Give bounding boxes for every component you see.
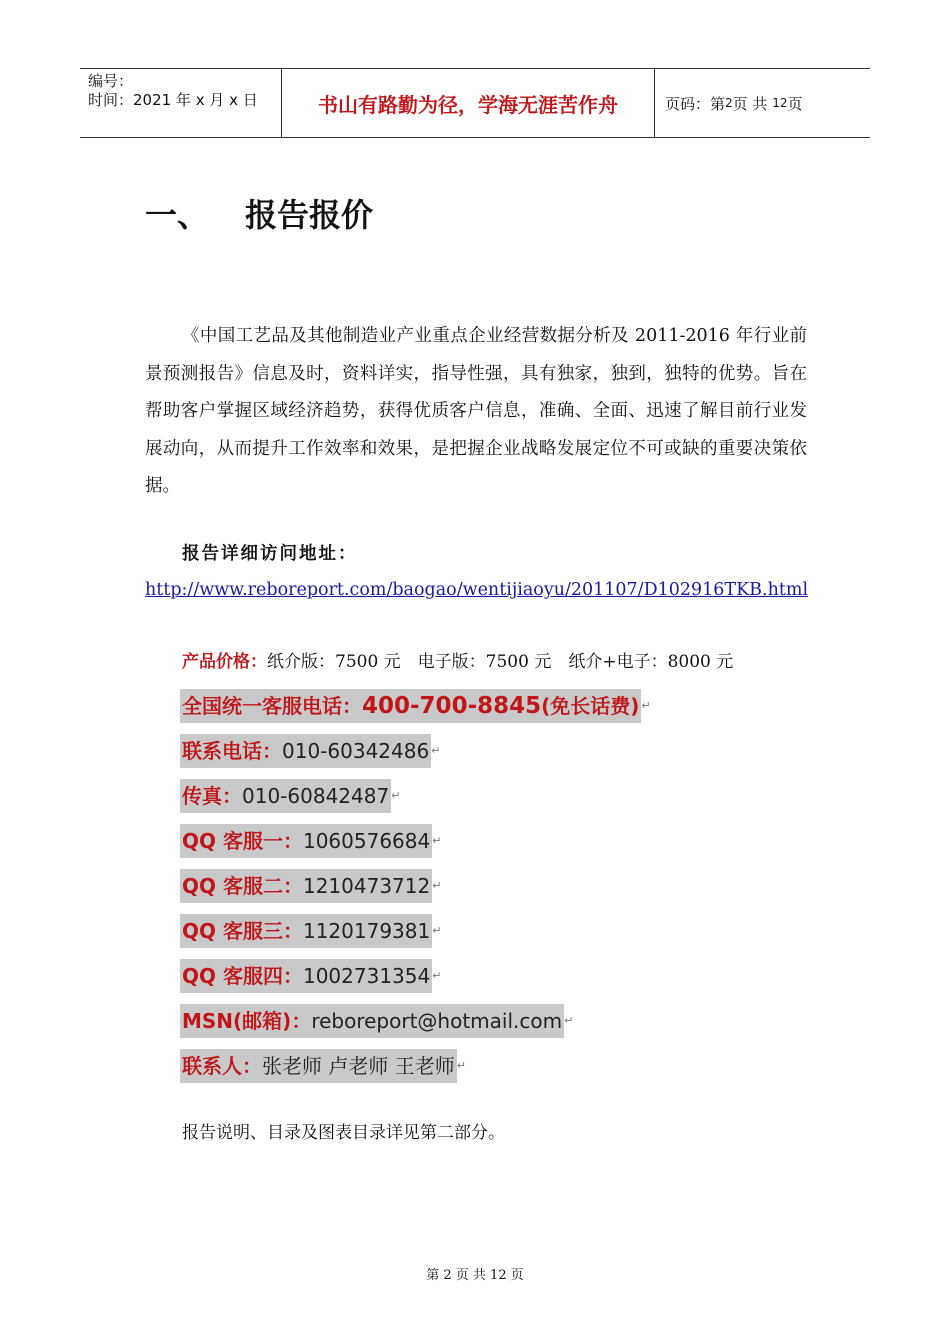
contact-value: 010-60342486 bbox=[282, 738, 430, 763]
section-heading bbox=[145, 190, 373, 236]
paragraph-mark-icon: ↵ bbox=[391, 789, 401, 802]
number-label: 编号： bbox=[88, 72, 134, 90]
contact-row bbox=[180, 1043, 651, 1088]
contact-row bbox=[180, 818, 651, 863]
contact-key: QQ 客服四： bbox=[182, 963, 303, 988]
paragraph-mark-icon: ↵ bbox=[456, 1059, 466, 1072]
price-text: 纸介版：7500 元 电子版：7500 元 纸介+电子：8000 元 bbox=[267, 652, 734, 672]
header-page-info bbox=[655, 69, 870, 137]
contact-row bbox=[180, 728, 651, 773]
contact-row bbox=[180, 908, 651, 953]
paragraph-mark-icon: ↵ bbox=[432, 834, 442, 847]
contact-row bbox=[180, 773, 651, 818]
contact-value: 张老师 卢老师 王老师 bbox=[262, 1053, 455, 1078]
price-label: 产品价格： bbox=[182, 652, 267, 672]
contact-value: 400-700-8845 bbox=[362, 692, 542, 719]
page-mid: 页 共 bbox=[732, 94, 768, 113]
contact-value: 1210473712 bbox=[302, 873, 431, 898]
contact-value: 1060576684 bbox=[302, 828, 431, 853]
contact-key: 联系人： bbox=[182, 1053, 262, 1078]
contact-key: 联系电话： bbox=[182, 738, 282, 763]
contact-row bbox=[180, 863, 651, 908]
contact-row bbox=[180, 998, 651, 1043]
contact-key: QQ 客服一： bbox=[182, 828, 303, 853]
header-motto: 书山有路勤为径，学海无涯苦作舟 bbox=[282, 69, 655, 137]
contact-list bbox=[180, 683, 651, 1088]
paragraph-mark-icon: ↵ bbox=[432, 969, 442, 982]
paragraph-mark-icon: ↵ bbox=[564, 1014, 574, 1027]
intro-paragraph: 《中国工艺品及其他制造业产业重点企业经营数据分析及 2011-2016 年行业前景预测报告》信息及时，资料详实，指导性强，具有独家，独到，独特的优势。旨在帮助客户掌握区域经济趋势，获得优质客户信息，准确、全面、迅速了解目前行业发展动向，从而提升工作效率和效果，是把握企业战略发展定位不可或缺的重要决策依据。 bbox=[145, 326, 807, 496]
report-url-link[interactable]: http://www.reboreport.com/baogao/wentijiaoyu/201107/D102916TKB.html bbox=[145, 580, 809, 600]
paragraph-mark-icon: ↵ bbox=[432, 879, 442, 892]
contact-key: QQ 客服三： bbox=[182, 918, 303, 943]
contact-value: reboreport@hotmail.com bbox=[311, 1008, 563, 1033]
page-total: 12 bbox=[772, 96, 788, 110]
page-current: 2 bbox=[725, 96, 733, 110]
time-label: 时间：2021 年 x 月 x 日 bbox=[88, 91, 258, 109]
contact-row bbox=[180, 683, 651, 728]
contact-key: MSN(邮箱)： bbox=[182, 1008, 312, 1033]
page-header bbox=[80, 68, 870, 138]
page-prefix: 页码：第 bbox=[665, 94, 726, 113]
paragraph-mark-icon: ↵ bbox=[431, 744, 441, 757]
contact-key: 全国统一客服电话： bbox=[182, 693, 362, 718]
url-label: 报告详细访问地址： bbox=[182, 544, 358, 564]
contact-value: 1002731354 bbox=[302, 963, 431, 988]
contact-row bbox=[180, 953, 651, 998]
price-line bbox=[182, 647, 733, 672]
contact-extra: (免长话费) bbox=[541, 693, 640, 718]
note-text: 报告说明、目录及图表目录详见第二部分。 bbox=[182, 1123, 505, 1143]
paragraph-mark-icon: ↵ bbox=[641, 699, 651, 712]
page-suffix: 页 bbox=[787, 94, 803, 113]
contact-value: 010-60842487 bbox=[242, 783, 390, 808]
header-meta bbox=[80, 69, 282, 137]
section-number: 一、 bbox=[145, 196, 210, 234]
paragraph-mark-icon: ↵ bbox=[432, 924, 442, 937]
contact-key: 传真： bbox=[182, 783, 242, 808]
contact-key: QQ 客服二： bbox=[182, 873, 303, 898]
section-title: 报告报价 bbox=[245, 196, 374, 234]
report-url-line bbox=[145, 536, 807, 608]
contact-value: 1120179381 bbox=[302, 918, 431, 943]
page-footer: 第 2 页 共 12 页 bbox=[426, 1268, 524, 1283]
